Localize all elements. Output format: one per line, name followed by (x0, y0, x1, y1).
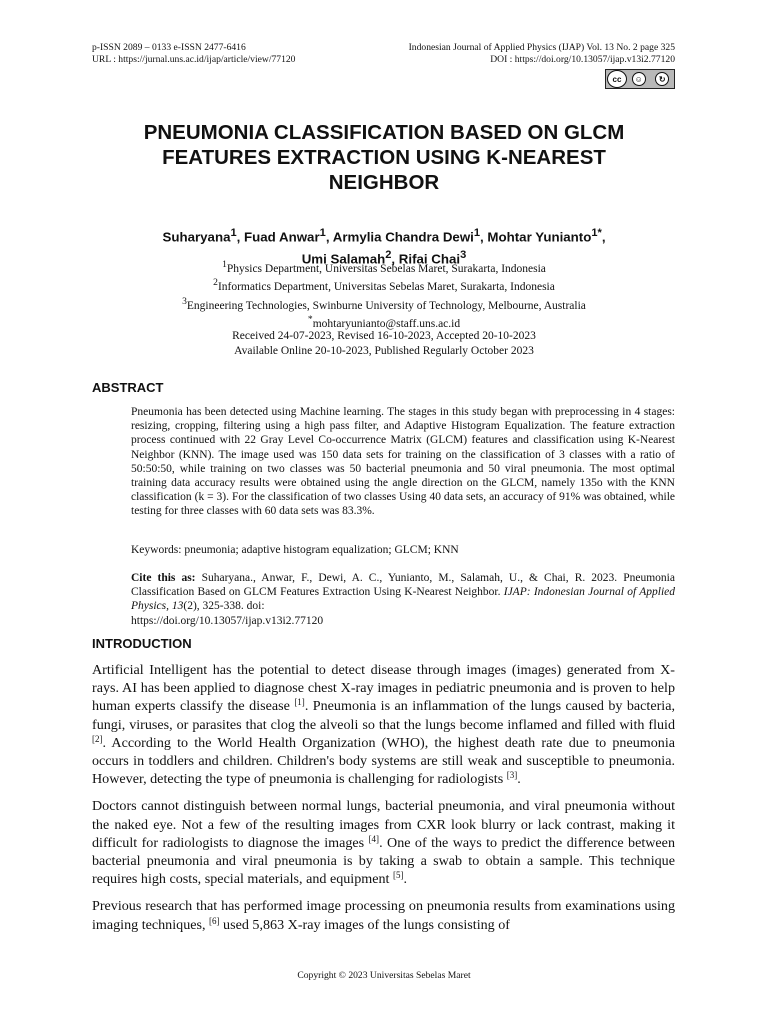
abstract-text: Pneumonia has been detected using Machine learning. The stages in this study began with preprocessing in 4 stages: resizing, cropping, filtering using a high pass filter, and Adaptive Histogram Equalization. The feature extraction process continued with 22 Gray Level Co-occurrence Matrix (GLCM) features and classification using K-Nearest Neighbor (KNN). The image used was 150 data sets for training on the classification of 3 classes with a ratio of 50:50:50, while training on two classes was 50 bacterial pneumonia and 50 viral pneumonia. The most optimal training data accuracy results were obtained using the angle direction on the GLCM, namely 135o with the KNN classification (k = 3). For the classification of two classes Using 40 data sets, an accuracy of 91% was obtained, while testing for three classes with 60 data sets was 83.3%. (131, 406, 675, 518)
article-url[interactable]: URL : https://jurnal.uns.ac.id/ijap/article/view/77120 (92, 54, 296, 65)
author-list: Suharyana$^1$, Fuad Anwar$^1$, Armylia Chandra Dewi$^1$, Mohtar Yunianto$^{1*}$, Umi Salamah$^2$, Rifai Chai$^3$ (162, 227, 606, 267)
author: Rifai Chai (398, 251, 461, 267)
cc-license-badge (605, 69, 675, 89)
title-line-3: NEIGHBOR (328, 171, 440, 194)
paper-title (92, 120, 676, 195)
online-dates: Available Online 20-10-2023, Published Regularly October 2023 (234, 344, 534, 357)
author: Umi Salamah (301, 251, 386, 267)
ref-link[interactable]: [6] (209, 915, 220, 926)
introduction-body (92, 661, 675, 943)
affiliation-3: $^3$Engineering Technologies, Swinburne University of Technology, Melbourne, Australia (182, 295, 586, 312)
title-line-2: FEATURES EXTRACTION USING K-NEAREST (162, 146, 606, 169)
author: Mohtar Yunianto (487, 229, 592, 245)
keywords: Keywords: pneumonia; adaptive histogram equalization; GLCM; KNN (131, 544, 459, 556)
affiliation-2: $^2$Informatics Department, Universitas Sebelas Maret, Surakarta, Indonesia (213, 277, 555, 294)
doi-line[interactable]: DOI : https://doi.org/10.13057/ijap.v13i2.77120 (490, 54, 675, 65)
author: Armylia Chandra Dewi (332, 229, 474, 245)
paragraph: Doctors cannot distinguish between normal lungs, bacterial pneumonia, and viral pneumonia without the naked eye. Not a few of the resulting images from CXR look blurry or lack contrast, making it difficult for radiologists to diagnose the images [4]. One of the ways to predict the difference between bacterial pneumonia and viral pneumonia is by taking a swab to obtain a sample. This technique requires high costs, special materials, and equipment [5]. (92, 798, 675, 888)
author: Suharyana (162, 229, 231, 245)
ref-link[interactable]: [4] (368, 833, 380, 844)
issn: p-ISSN 2089 – 0133 e-ISSN 2477-6416 (92, 42, 246, 53)
introduction-heading: INTRODUCTION (92, 636, 192, 651)
cite-journal: IJAP: Indonesian Journal of Applied Physics, 13 (131, 586, 675, 613)
affiliation-1: $^1$Physics Department, Universitas Sebelas Maret, Surakarta, Indonesia (222, 259, 546, 275)
cite-lead: Cite this as: (131, 572, 196, 584)
citation: Cite this as: Suharyana., Anwar, F., Dewi, A. C., Yunianto, M., Salamah, U., & Chai, R. 2023. Pneumonia Classification Based on GLCM Features Extraction Using K-Nearest Neighbor. IJAP: Indonesian Journal of Applied Physics, 13(2), 325-338. doi: https://doi.org/10.13057/ijap.v13i2.77120 (131, 572, 675, 627)
cite-doi[interactable]: https://doi.org/10.13057/ijap.v13i2.77120 (131, 614, 324, 627)
ref-link[interactable]: [3] (506, 770, 518, 781)
header-right (409, 42, 675, 66)
footer-copyright: Copyright © 2023 Universitas Sebelas Maret (297, 970, 471, 981)
paragraph: Artificial Intelligent has the potential to detect disease through images (images) generated from X-rays. AI has been applied to diagnose chest X-ray images in pediatric pneumonia and is proven to help human experts classify the disease [1]. Pneumonia is an inflammation of the lungs caused by bacteria, fungi, viruses, or parasites that clog the alveoli so that the lungs become inflamed and filled with fluid [2]. According to the World Health Organization (WHO), the highest death rate due to pneumonia occurs in toddlers and children. Children's body systems are still weak and susceptible to pneumonia. However, detecting the type of pneumonia is challenging for radiologists [3]. (92, 662, 675, 788)
title-line-1: PNEUMONIA CLASSIFICATION BASED ON GLCM (143, 121, 625, 144)
header-left (92, 42, 295, 66)
affiliations (92, 258, 676, 331)
received-dates: Received 24-07-2023, Revised 16-10-2023, Accepted 20-10-2023 (232, 330, 536, 342)
author: Fuad Anwar (244, 229, 320, 245)
publication-dates (92, 329, 676, 358)
ref-link[interactable]: [1] (294, 697, 305, 708)
paragraph: Previous research that has performed image processing on pneumonia results from examinations using imaging techniques, [6] used 5,863 X-ray images of the lungs consisting of (92, 898, 675, 933)
ref-link[interactable]: [2] (92, 733, 103, 744)
by-icon: ☺ (632, 72, 646, 86)
journal-line: Indonesian Journal of Applied Physics (IJAP) Vol. 13 No. 2 page 325 (408, 42, 675, 53)
sa-icon: ↻ (655, 72, 669, 86)
abstract-body (131, 405, 675, 519)
ref-link[interactable]: [5] (392, 870, 404, 881)
corresponding-email[interactable]: *mohtaryunianto@staff.uns.ac.id (307, 313, 461, 330)
cc-icon: cc (607, 70, 627, 88)
abstract-heading: ABSTRACT (92, 380, 164, 395)
